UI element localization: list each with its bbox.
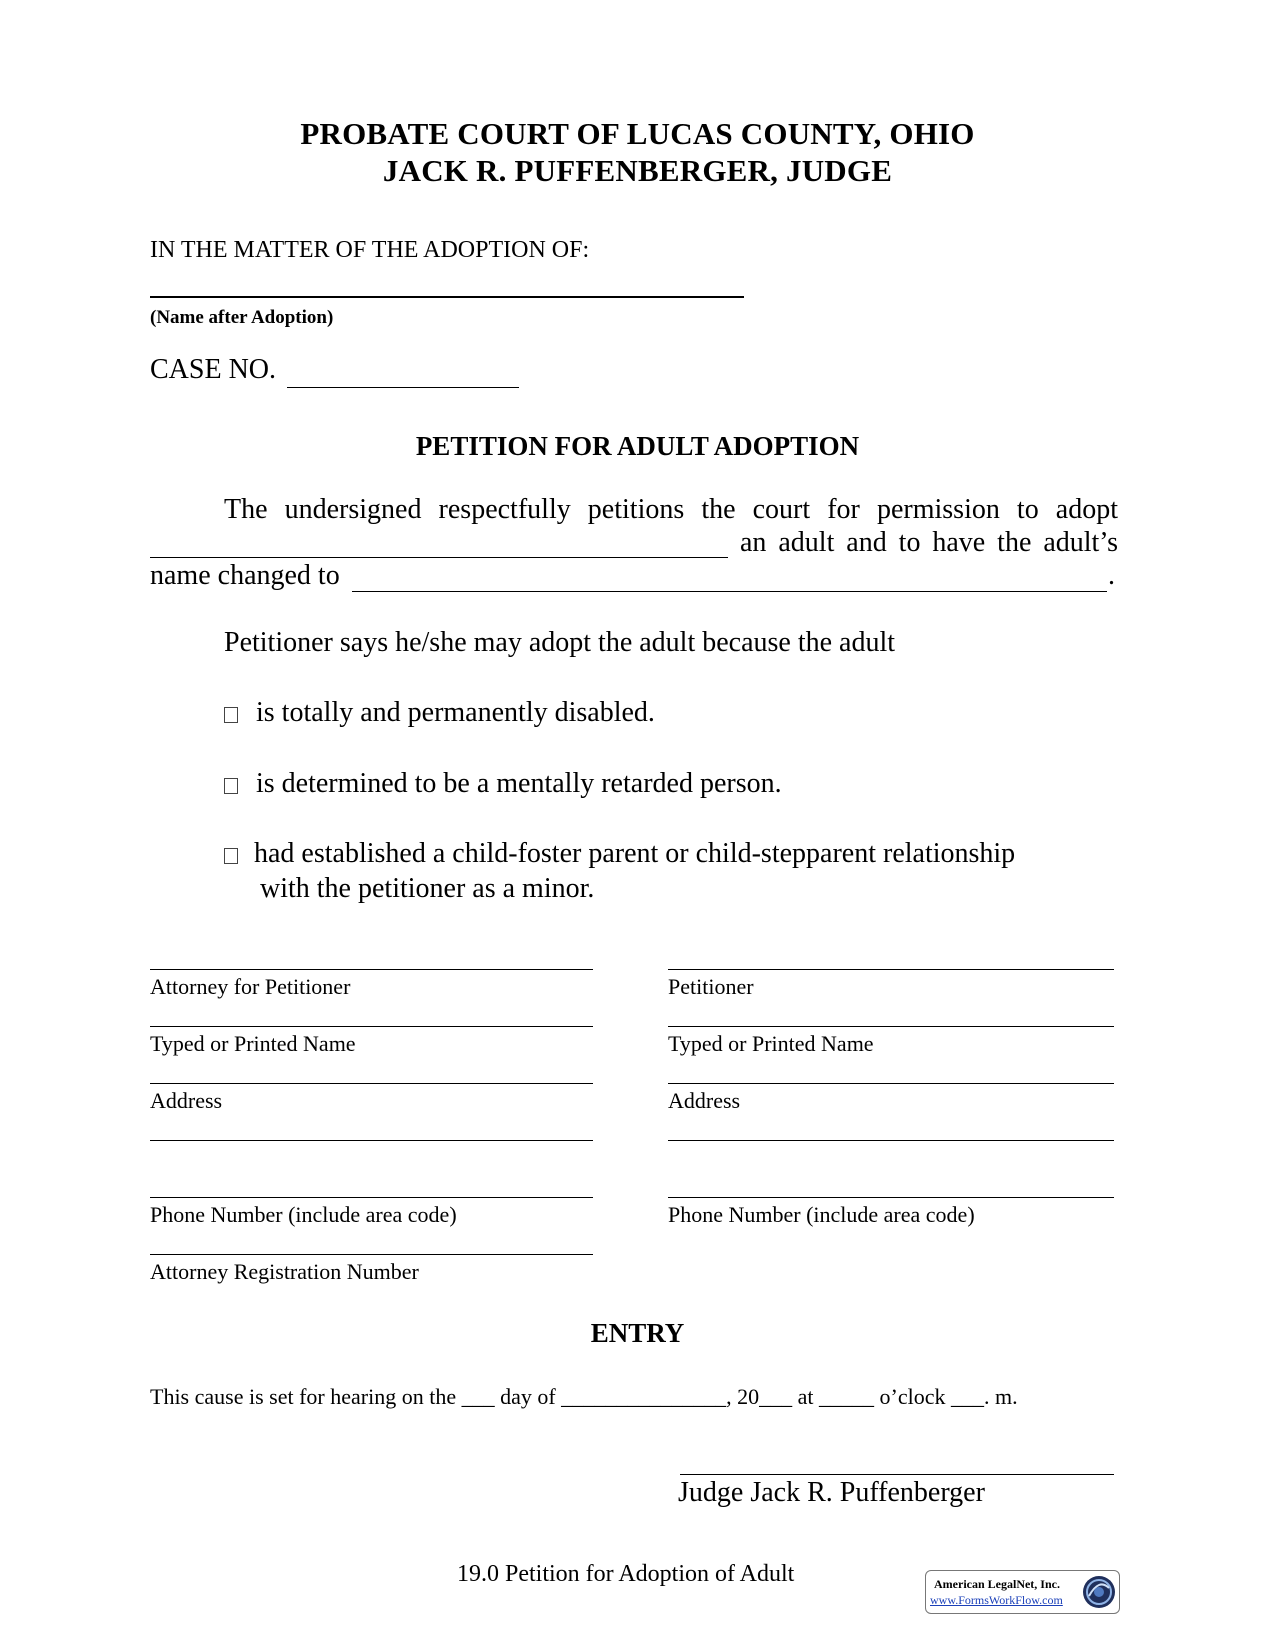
globe-emblem-icon bbox=[1081, 1574, 1117, 1610]
option-mentally-retarded-label: is determined to be a mentally retarded person. bbox=[256, 768, 782, 799]
petition-line-3: name changed to bbox=[150, 560, 340, 591]
attorney-typed-name-label: Typed or Printed Name bbox=[150, 1031, 356, 1056]
option-disabled-label: is totally and permanently disabled. bbox=[256, 697, 655, 728]
petition-line-2: an adult and to have the adult’s bbox=[740, 527, 1118, 558]
attorney-registration-line[interactable] bbox=[150, 1254, 593, 1255]
checkbox-disabled[interactable] bbox=[224, 707, 238, 723]
petition-line-3-period: . bbox=[1108, 560, 1115, 591]
judge-signature-line[interactable] bbox=[680, 1474, 1114, 1475]
petitioner-address-label: Address bbox=[668, 1088, 741, 1113]
entry-title: ENTRY bbox=[590, 1318, 685, 1348]
matter-label: IN THE MATTER OF THE ADOPTION OF: bbox=[150, 237, 590, 263]
checkbox-mentally-retarded[interactable] bbox=[224, 778, 238, 794]
form-title-footer: 19.0 Petition for Adoption of Adult bbox=[457, 1561, 795, 1587]
petitioner-address-line-1[interactable] bbox=[668, 1083, 1114, 1084]
new-name-line[interactable] bbox=[352, 591, 1107, 592]
adoptee-current-name-line[interactable] bbox=[150, 557, 728, 558]
attorney-signature-line[interactable] bbox=[150, 969, 593, 970]
petitioner-address-line-2[interactable] bbox=[668, 1140, 1114, 1141]
checkbox-relationship[interactable] bbox=[224, 848, 238, 864]
name-after-adoption-caption: (Name after Adoption) bbox=[150, 307, 334, 328]
attorney-for-petitioner-label: Attorney for Petitioner bbox=[150, 974, 351, 999]
case-number-line[interactable] bbox=[287, 387, 519, 388]
judge-signature-label: Judge Jack R. Puffenberger bbox=[678, 1477, 985, 1508]
attorney-address-label: Address bbox=[150, 1088, 223, 1113]
option-relationship-continued: with the petitioner as a minor. bbox=[260, 873, 595, 904]
option-mentally-retarded bbox=[224, 768, 782, 800]
basis-intro: Petitioner says he/she may adopt the adult because the adult bbox=[224, 627, 896, 658]
attorney-address-line-1[interactable] bbox=[150, 1083, 593, 1084]
petitioner-typed-name-label: Typed or Printed Name bbox=[668, 1031, 874, 1056]
petitioner-signature-line[interactable] bbox=[668, 969, 1114, 970]
petitioner-typed-name-line[interactable] bbox=[668, 1026, 1114, 1027]
attorney-phone-label: Phone Number (include area code) bbox=[150, 1202, 457, 1227]
option-relationship-label: had established a child-foster parent or child-stepparent relationship bbox=[254, 838, 1016, 869]
option-disabled bbox=[224, 697, 655, 729]
attorney-address-line-2[interactable] bbox=[150, 1140, 593, 1141]
petition-title: PETITION FOR ADULT ADOPTION bbox=[415, 431, 860, 461]
petitioner-phone-line[interactable] bbox=[668, 1197, 1114, 1198]
american-legalnet-logo[interactable] bbox=[925, 1570, 1120, 1614]
petition-line-1: The undersigned respectfully petitions the court for permission to adopt bbox=[224, 494, 1118, 525]
logo-url-link[interactable]: www.FormsWorkFlow.com bbox=[930, 1593, 1063, 1607]
court-heading: PROBATE COURT OF LUCAS COUNTY, OHIO bbox=[300, 116, 975, 151]
logo-company-name: American LegalNet, Inc. bbox=[934, 1577, 1060, 1591]
petitioner-label: Petitioner bbox=[668, 974, 754, 999]
attorney-registration-label: Attorney Registration Number bbox=[150, 1259, 419, 1284]
judge-heading: JACK R. PUFFENBERGER, JUDGE bbox=[382, 153, 893, 188]
attorney-phone-line[interactable] bbox=[150, 1197, 593, 1198]
case-number-label: CASE NO. bbox=[150, 354, 277, 385]
option-relationship bbox=[224, 838, 1015, 870]
adoptee-name-line[interactable] bbox=[150, 296, 744, 298]
petitioner-phone-label: Phone Number (include area code) bbox=[668, 1202, 975, 1227]
attorney-typed-name-line[interactable] bbox=[150, 1026, 593, 1027]
hearing-schedule-text: This cause is set for hearing on the ___ day of _______________, 20___ at _____ o’clock ___. m. bbox=[150, 1384, 1018, 1409]
